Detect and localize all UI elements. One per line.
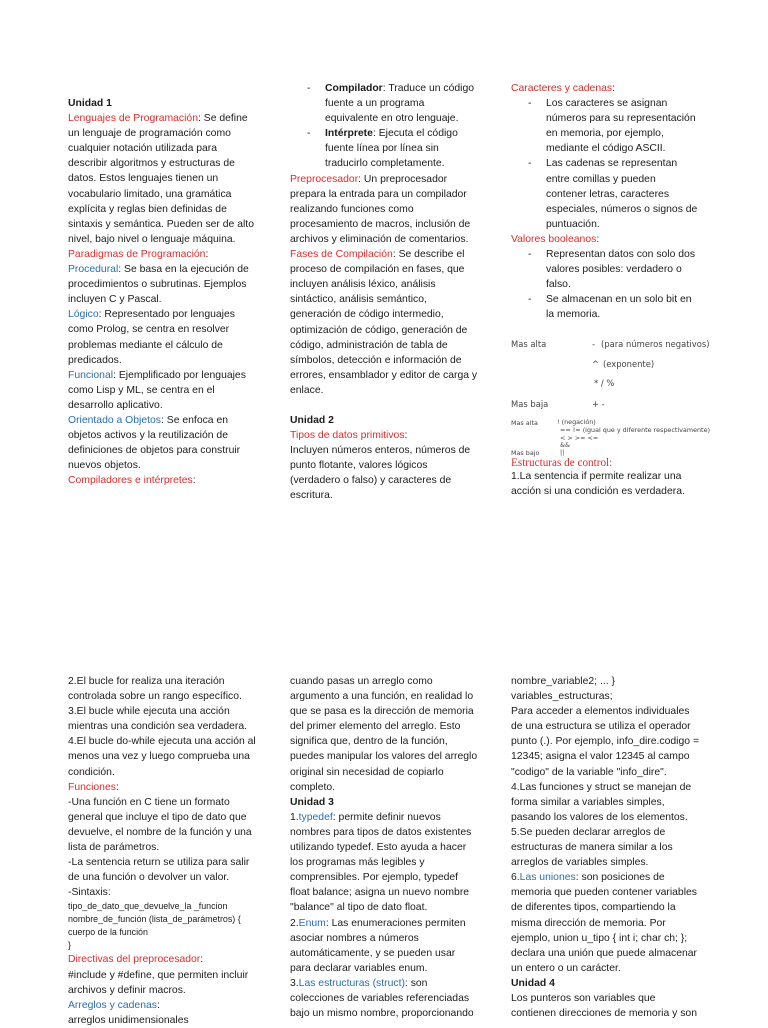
text-arreglos-unidimensionales: arreglos unidimensionales [68,1014,189,1026]
bottom-column-3 [511,674,699,1021]
list-item-booleanos-bit: - Se almacenan en un solo bit en la memoria. [511,292,699,322]
paragraph-typedef [290,810,478,916]
heading-unidad-1: Unidad 1 [68,98,112,109]
note-negativos: (para números negativos) [601,339,710,349]
text-bucle-while: 3.El bucle while ejecuta una acción mientras una condición sea verdadera. [68,706,248,733]
list-item-compilador [290,81,478,126]
list-item-interprete [290,126,478,171]
operator-equality: == != (igual que y diferente respectivamente) [560,426,710,434]
text-operador-punto: Para acceder a elementos individuales de una estructura se utiliza el operador punto (.). Por ejemplo, info_dire.codigo = 12345; asigna el valor 12345 al campo "codigo" de la variable "info_dire". [511,706,700,778]
text-funciones-struct: 4.Las funciones y struct se manejan de forma similar a variables simples, pasando los valores de los elementos. [511,781,692,823]
heading-directivas [68,952,256,967]
text-interprete: : Ejecuta el código fuente línea por línea sin traducirlo completamente. [325,128,458,170]
colon: : [156,999,160,1011]
number: 1. [290,811,299,823]
label-mas-bajo-small: Mas bajo [511,449,540,457]
colon: : [205,248,209,260]
heading-unidad-3: Unidad 3 [290,796,334,808]
operator-minus: - [592,339,596,349]
top-column-3 [511,81,699,323]
heading-compiladores [68,473,256,488]
text-struct: : son colecciones de variables referenciadas bajo un mismo nombre, proporcionando [290,977,474,1020]
term-objetos: Orientado a Objetos [68,414,161,426]
term-procedural: Procedural [68,264,119,276]
heading-unidad-4: Unidad 4 [511,977,555,989]
term-arreglos: Arreglos y cadenas [68,999,157,1011]
operator-or: || [560,448,565,456]
colon: : [612,83,615,94]
paragraph-enum [290,916,478,976]
text-funcion-formato: -Una función en C tiene un formato general que incluye el tipo de dato que devuelve, el nombre de la función y una lista de parámetros. [68,796,252,854]
top-column-1 [68,96,256,488]
operator-negacion: ! (negación) [557,418,596,426]
text-logico: : Representado por lenguajes como Prolog, se centra en resolver problemas mediante el cálculo de predicados. [68,309,235,366]
heading-caracteres [511,81,699,96]
paragraph-logico [68,307,256,367]
heading-estructuras-control: Estructuras de control: [511,457,613,469]
term-uniones: Las uniones [519,872,576,884]
term-caracteres: Caracteres y cadenas [511,83,613,94]
label-mas-alta: Mas alta [511,339,547,349]
term-interprete: Intérprete [325,128,373,140]
operator-caret: ^ [592,359,600,369]
text-typedef: : permite definir nuevos nombres para tipos de datos existentes utilizando typedef. Esto ayuda a hacer los programas más legibles y comprensibles. Por ejemplo, typedef float balance; asigna un nuevo nombre "balance" al tipo de dato float. [290,811,472,914]
top-column-2 [290,81,478,504]
number: 6. [511,872,520,884]
heading-paradigmas [68,247,256,262]
term-preprocesador: Preprocesador [290,173,359,185]
paragraph-uniones [511,870,699,976]
text-estructuras-control: 1.La sentencia if permite realizar una acción si una condición es verdadera. [511,471,685,498]
term-directivas: Directivas del preprocesador [68,954,201,966]
term-fases: Fases de Compilación [290,249,393,261]
term-lenguajes: Lenguajes de Programación [68,113,198,125]
paragraph-preprocesador [290,172,478,247]
term-booleanos: Valores booleanos [511,233,597,245]
paragraph-fases [290,247,478,398]
paragraph-lenguajes [68,111,256,247]
colon: : [115,781,119,793]
text-tipos: Incluyen números enteros, números de punto flotante, valores lógicos (verdadero o falso) y caracteres de escritura. [290,445,471,502]
code-syntax-line-3: } [68,940,71,951]
heading-booleanos [511,232,699,247]
text-compilador: : Traduce un código fuente a un programa equivalente en otro lenguaje. [325,83,475,125]
paragraph-funcional [68,368,256,413]
operator-and: && [560,441,570,449]
term-enum: Enum [298,917,326,929]
text-arreglo-argumento: cuando pasas un arreglo como argumento a una función, en realidad lo que se pasa es la dirección de memoria del primer elemento del arreglo. Esto significa que, dentro de la función, puedes manipular los valores del arreglo original sin necesidad de copiarlo completo. [290,676,478,793]
text-procedural: : Se basa en la ejecución de procedimientos o subrutinas. Ejemplos incluyen C y Pascal. [68,264,249,306]
text-enum: : Las enumeraciones permiten asociar nombres a números automáticamente, y se pueden usar para declarar variables enum. [290,917,466,974]
bottom-column-1 [68,674,256,1028]
text-lenguajes: : Se define un lenguaje de programación como cualquier notación utilizada para describir algoritmos y estructuras de datos. Estos lenguajes tienen un vocabulario limitado, una gramática explícita y reglas bien definidas de sintaxis y semántica. Pueden ser de alto nivel, bajo nivel o lenguaje máquina. [68,113,254,245]
operator-precedence-figure [511,337,711,463]
label-mas-baja: Mas baja [511,399,549,409]
text-funcional: : Ejemplificado por lenguajes como Lisp y ML, se centra en el desarrollo aplicativo. [68,369,246,411]
paragraph-struct [290,976,478,1021]
code-syntax-line-1: tipo_de_dato_que_devuelve_la _funcion nombre_de_función (lista_de_parámetros) { [68,901,241,925]
number: 3. [290,977,299,989]
text-fases: : Se describe el proceso de compilación en fases, que incluyen análisis léxico, análisis sintáctico, análisis semántico, generación de código intermedio, optimización de código, generación de código, administración de tabla de símbolos, detección e información de errores, ensamblador y editor de carga y enlace. [290,249,478,396]
bottom-column-2 [290,674,478,1021]
text-sintaxis: -Sintaxis: [68,887,111,899]
text-directivas: #include y #define, que permiten incluir archivos y definir macros. [68,969,249,996]
text-bucle-do-while: 4.El bucle do-while ejecuta una acción al menos una vez y luego comprueba una condición. [68,736,256,778]
heading-funciones [68,780,256,795]
text-return: -La sentencia return se utiliza para salir de una función o devolver un valor. [68,857,250,884]
list-item-caracteres: - Los caracteres se asignan números para su representación en memoria, por ejemplo, mediante el código ASCII. [511,96,699,156]
list-item-booleanos-valores: - Representan datos con solo dos valores posibles: verdadero o falso. [511,247,699,292]
colon: : [596,233,600,245]
text-preprocesador: : Un preprocesador prepara la entrada para un compilador realizando funciones como procesamiento de macros, inclusión de archivos y eliminación de comentarios. [290,173,471,245]
text-objetos: : Se enfoca en objetos activos y la reutilización de definiciones de objetos para construir nuevos objetos. [68,414,241,472]
compiler-list [290,81,478,172]
list-item-cadenas: - Las cadenas se representan entre comillas y pueden contener letras, caracteres especiales, números o signos de puntuación. [511,156,699,231]
operator-additive: + - [592,399,605,409]
term-funcional: Funcional [68,369,114,381]
booleanos-list [511,247,699,322]
operator-multiplicative: * / % [594,378,615,388]
term-typedef: typedef [298,811,333,823]
caracteres-list [511,96,699,232]
number: 2. [290,917,299,929]
text-struct-syntax-1: nombre_variable2; ... } [511,676,615,687]
heading-arreglos [68,998,256,1013]
text-struct-syntax-2: variables_estructuras; [511,691,613,703]
paragraph-procedural [68,262,256,307]
colon: : [200,954,204,966]
heading-unidad-2: Unidad 2 [290,414,334,426]
code-syntax-line-2: cuerpo de la función [68,927,148,938]
paragraph-objetos [68,413,256,473]
text-punteros: Los punteros son variables que contienen direcciones de memoria y son [511,992,697,1020]
heading-tipos [290,428,478,443]
operator-relational: < > >= <= [560,434,599,442]
label-mas-alta-small: Mas alta [511,419,538,427]
term-compilador: Compilador [325,83,383,94]
colon: : [192,475,196,487]
term-funciones: Funciones [68,781,116,793]
term-tipos: Tipos de datos primitivos [290,430,405,442]
colon: : [404,430,408,442]
text-bucle-for: 2.El bucle for realiza una iteración controlada sobre un rango específico. [68,676,242,703]
term-compiladores: Compiladores e intérpretes [68,475,193,487]
term-paradigmas: Paradigmas de Programación [68,248,206,260]
text-arreglos-estructuras: 5.Se pueden declarar arreglos de estructuras de manera similar a los arreglos de variables simples. [511,826,673,869]
term-logico: Lógico [68,309,99,321]
note-exponente: (exponente) [603,359,655,369]
top-column-3-continued [511,457,699,499]
spacer [290,398,478,413]
term-struct: Las estructuras (struct) [298,977,405,989]
text-uniones: : son posiciones de memoria que pueden contener variables de diferentes tipos, compartiendo la misma dirección de memoria. Por ejemplo, union u_tipo { int i; char ch; }; declara una unión que puede almacenar un entero o un carácter. [511,872,698,974]
